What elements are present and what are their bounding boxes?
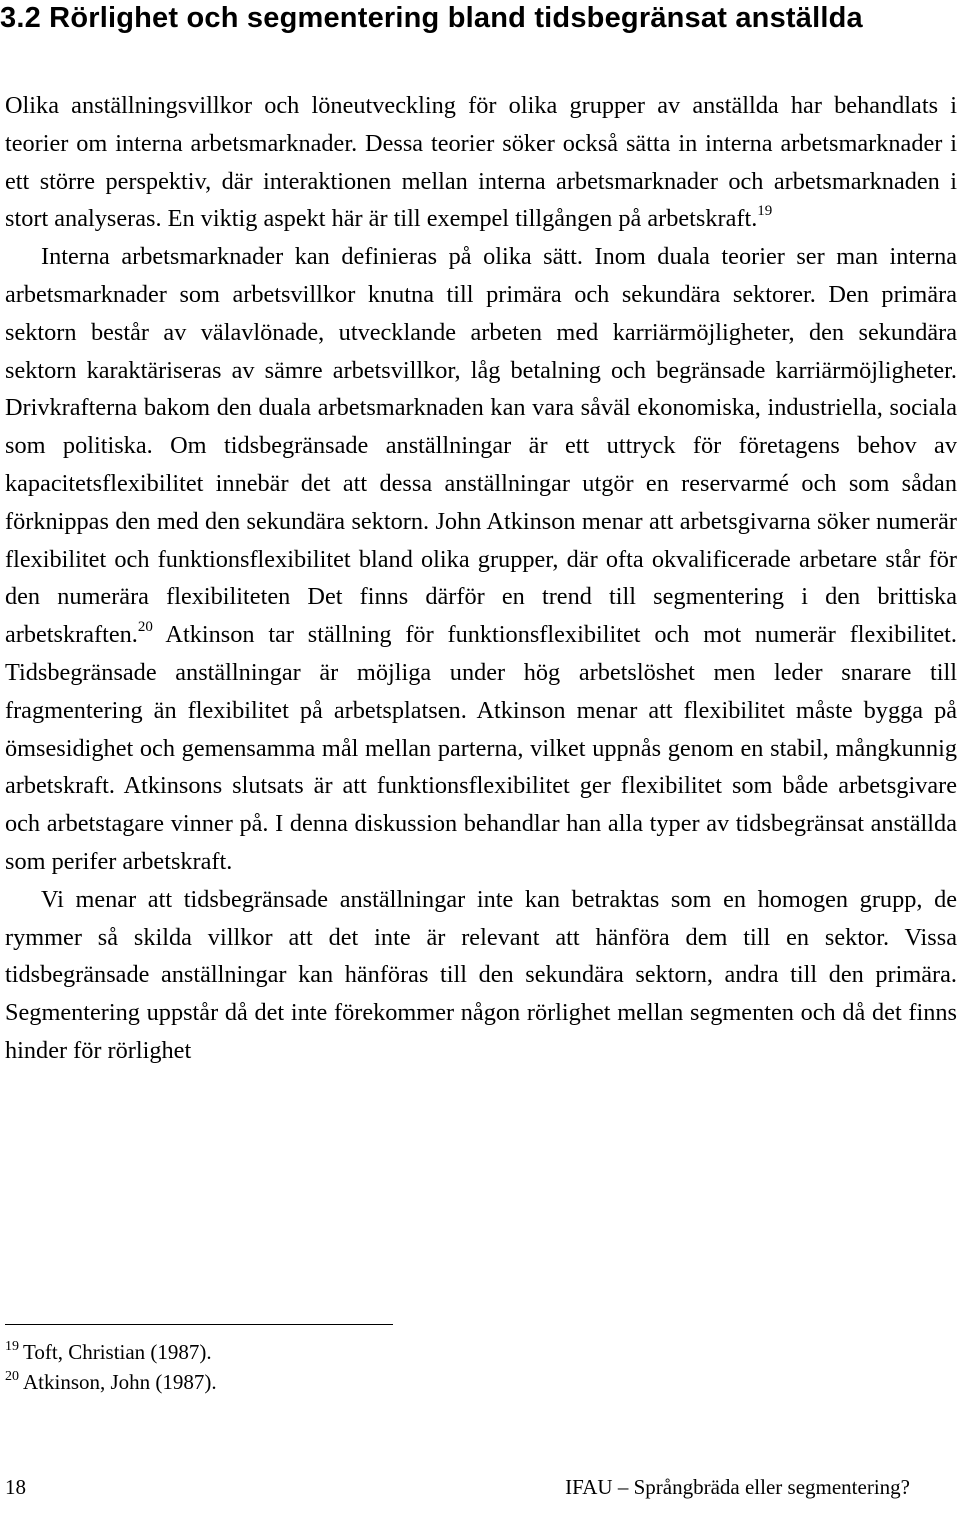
- running-footer-title: IFAU – Språngbräda eller segmentering?: [565, 1475, 910, 1499]
- paragraph-2-text-b: Atkinson tar ställning för funktionsflexibilitet och mot numerär flexibilitet. Tidsbegränsade anställningar är möjliga under hög arbetslöshet men leder snarare till fragmentering än flexibilitet på arbetsplatsen. Atkinson menar att flexibilitet måste bygga på ömsesidighet och gemensamma mål mellan parterna, vilket uppnås genom en stabil, mångkunnig arbetskraft. Atkinsons slutsats är att funktionsflexibilitet ger flexibilitet som både arbetsgivare och arbetstagare vinner på. I denna diskussion behandlar han alla typer av tidsbegränsat anställda som perifer arbetskraft.: [5, 621, 957, 875]
- footnote-number: 20: [5, 1369, 19, 1384]
- paragraph-3: [5, 881, 957, 1070]
- footnotes: [5, 1337, 605, 1397]
- footnote-20: [5, 1367, 605, 1397]
- footnote-text: Toft, Christian (1987).: [23, 1340, 212, 1364]
- paragraph-3-text: Vi menar att tidsbegränsade anställningar inte kan betraktas som en homogen grupp, de rymmer så skilda villkor att det inte är relevant att hänföra dem till en sektor. Vissa tidsbegränsade anställningar kan hänföras till den sekundära sektorn, andra till den primära. Segmentering uppstår då det inte förekommer någon rörlighet mellan segmenten och då det finns hinder för rörlighet: [5, 885, 957, 1064]
- body-text: [5, 87, 957, 1070]
- footnote-ref-20[interactable]: 20: [137, 619, 153, 636]
- footnote-19: [5, 1337, 605, 1367]
- footnote-ref-19[interactable]: 19: [757, 203, 773, 220]
- paragraph-2-text-a: Interna arbetsmarknader kan definieras på olika sätt. Inom duala teorier ser man interna arbetsmarknader som arbetsvillkor knutna till primära och sekundära sektorer. Den primära sektorn består av välavlönade, utvecklande arbeten med karriärmöjligheter, den sekundära sektorn karaktäriseras av sämre arbetsvillkor, låg betalning och begränsade karriärmöjligheter. Drivkrafterna bakom den duala arbetsmarknaden kan vara såväl ekonomiska, industriella, sociala som politiska. Om tidsbegränsade anställningar är ett uttryck för företagens behov av kapacitetsflexibilitet innebär det att dessa anställningar utgör en reservarmé och som sådan förknippas den med den sekundära sektorn. John Atkinson menar att arbetsgivarna söker numerär flexibilitet och funktionsflexibilitet bland olika grupper, där ofta okvalificerade arbetare står för den numerära flexibiliteten Det finns därför en trend till segmentering i den brittiska arbetskraften.: [5, 243, 957, 649]
- paragraph-1: [5, 87, 957, 238]
- section-heading: 3.2 Rörlighet och segmentering bland tidsbegränsat anställda: [0, 2, 863, 34]
- footnote-number: 19: [5, 1339, 19, 1354]
- footnote-divider: [5, 1324, 393, 1325]
- footnote-text: Atkinson, John (1987).: [23, 1370, 217, 1394]
- paragraph-2: [5, 238, 957, 881]
- page-number: 18: [5, 1475, 26, 1499]
- paragraph-1-text: Olika anställningsvillkor och löneutveckling för olika grupper av anställda har behandlats i teorier om interna arbetsmarknader. Dessa teorier söker också sätta in interna arbetsmarknader i ett större perspektiv, där interaktionen mellan interna arbetsmarknader och arbetsmarknaden i stort analyseras. En viktig aspekt här är till exempel tillgången på arbetskraft.: [5, 92, 957, 233]
